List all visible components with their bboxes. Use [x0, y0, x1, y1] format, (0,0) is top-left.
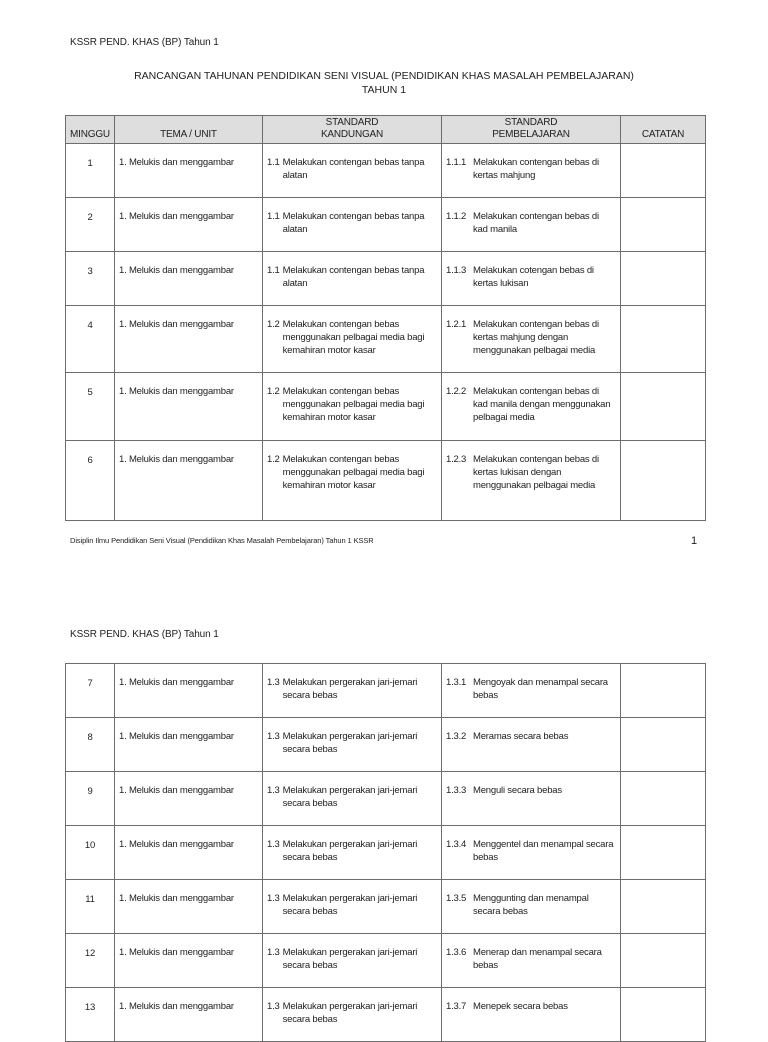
table-row [66, 664, 706, 718]
standard-pembelajaran-cell: 1.3.6 Menerap dan menampal secara bebas [442, 934, 621, 988]
standard-pembelajaran-cell: 1.3.3 Menguli secara bebas [442, 772, 621, 826]
tema-cell: 1. Melukis dan menggambar [115, 664, 263, 718]
week-cell: 6 [66, 441, 115, 521]
week-cell: 3 [66, 252, 115, 306]
week-cell: 11 [66, 880, 115, 934]
table-row [66, 252, 706, 306]
table-row [66, 718, 706, 772]
standard-kandungan-cell: 1.3 Melakukan pergerakan jari-jemari secara bebas [263, 826, 442, 880]
page-header: KSSR PEND. KHAS (BP) Tahun 1 [70, 37, 219, 48]
standard-kandungan-cell: 1.3 Melakukan pergerakan jari-jemari secara bebas [263, 988, 442, 1042]
table-row [66, 826, 706, 880]
tema-cell: 1. Melukis dan menggambar [115, 934, 263, 988]
week-cell: 12 [66, 934, 115, 988]
table-row [66, 441, 706, 521]
table-row [66, 988, 706, 1042]
tema-cell: 1. Melukis dan menggambar [115, 718, 263, 772]
tema-cell: 1. Melukis dan menggambar [115, 441, 263, 521]
col-header-standard-pembelajaran: STANDARD PEMBELAJARAN [442, 116, 621, 144]
tema-cell: 1. Melukis dan menggambar [115, 772, 263, 826]
catatan-cell [621, 373, 706, 441]
standard-kandungan-cell: 1.2 Melakukan contengan bebas menggunakan pelbagai media bagi kemahiran motor kasar [263, 373, 442, 441]
week-cell: 2 [66, 198, 115, 252]
tema-cell: 1. Melukis dan menggambar [115, 306, 263, 373]
catatan-cell [621, 988, 706, 1042]
week-cell: 1 [66, 144, 115, 198]
standard-pembelajaran-cell: 1.2.1 Melakukan contengan bebas di kertas mahjung dengan menggunakan pelbagai media [442, 306, 621, 373]
catatan-cell [621, 772, 706, 826]
catatan-cell [621, 880, 706, 934]
standard-pembelajaran-cell: 1.3.5 Menggunting dan menampal secara bebas [442, 880, 621, 934]
week-cell: 4 [66, 306, 115, 373]
page-gap [0, 570, 768, 600]
standard-kandungan-cell: 1.3 Melakukan pergerakan jari-jemari secara bebas [263, 880, 442, 934]
col-header-catatan: CATATAN [621, 116, 706, 144]
catatan-cell [621, 441, 706, 521]
page-header: KSSR PEND. KHAS (BP) Tahun 1 [70, 629, 219, 640]
standard-kandungan-cell: 1.1 Melakukan contengan bebas tanpa alatan [263, 252, 442, 306]
catatan-cell [621, 144, 706, 198]
catatan-cell [621, 718, 706, 772]
table-row [66, 306, 706, 373]
title-line-2: TAHUN 1 [361, 84, 407, 96]
standard-kandungan-cell: 1.2 Melakukan contengan bebas menggunakan pelbagai media bagi kemahiran motor kasar [263, 306, 442, 373]
catatan-cell [621, 826, 706, 880]
week-cell: 10 [66, 826, 115, 880]
table-row [66, 772, 706, 826]
week-cell: 5 [66, 373, 115, 441]
standard-pembelajaran-cell: 1.1.1 Melakukan contengan bebas di kertas mahjung [442, 144, 621, 198]
col-header-minggu: MINGGU [66, 116, 115, 144]
catatan-cell [621, 664, 706, 718]
document-title [0, 69, 768, 97]
standard-pembelajaran-cell: 1.1.3 Melakukan cotengan bebas di kertas lukisan [442, 252, 621, 306]
catatan-cell [621, 306, 706, 373]
standard-kandungan-cell: 1.3 Melakukan pergerakan jari-jemari secara bebas [263, 934, 442, 988]
standard-pembelajaran-cell: 1.3.2 Meramas secara bebas [442, 718, 621, 772]
standard-pembelajaran-cell: 1.2.3 Melakukan contengan bebas di kertas lukisan dengan menggunakan pelbagai media [442, 441, 621, 521]
tema-cell: 1. Melukis dan menggambar [115, 988, 263, 1042]
tema-cell: 1. Melukis dan menggambar [115, 252, 263, 306]
tema-cell: 1. Melukis dan menggambar [115, 373, 263, 441]
col-header-standard-kandungan: STANDARD KANDUNGAN [263, 116, 442, 144]
yearly-plan-table [65, 663, 706, 1042]
standard-pembelajaran-cell: 1.3.1 Mengoyak dan menampal secara bebas [442, 664, 621, 718]
col-header-tema: TEMA / UNIT [115, 116, 263, 144]
yearly-plan-table [65, 115, 706, 521]
standard-pembelajaran-cell: 1.3.7 Menepek secara bebas [442, 988, 621, 1042]
standard-kandungan-cell: 1.3 Melakukan pergerakan jari-jemari secara bebas [263, 718, 442, 772]
standard-kandungan-cell: 1.3 Melakukan pergerakan jari-jemari secara bebas [263, 772, 442, 826]
week-cell: 7 [66, 664, 115, 718]
page-footer: Disiplin Ilmu Pendidikan Seni Visual (Pendidikan Khas Masalah Pembelajaran) Tahun 1 KSSR [70, 536, 374, 545]
document-page-2 [0, 600, 768, 1024]
standard-kandungan-cell: 1.3 Melakukan pergerakan jari-jemari secara bebas [263, 664, 442, 718]
table-row [66, 373, 706, 441]
catatan-cell [621, 934, 706, 988]
week-cell: 9 [66, 772, 115, 826]
standard-pembelajaran-cell: 1.3.4 Menggentel dan menampal secara bebas [442, 826, 621, 880]
standard-kandungan-cell: 1.2 Melakukan contengan bebas menggunakan pelbagai media bagi kemahiran motor kasar [263, 441, 442, 521]
table-row [66, 144, 706, 198]
table-header-row [66, 116, 706, 144]
standard-pembelajaran-cell: 1.1.2 Melakukan contengan bebas di kad manila [442, 198, 621, 252]
table-row [66, 198, 706, 252]
table-row [66, 934, 706, 988]
tema-cell: 1. Melukis dan menggambar [115, 880, 263, 934]
standard-kandungan-cell: 1.1 Melakukan contengan bebas tanpa alatan [263, 198, 442, 252]
tema-cell: 1. Melukis dan menggambar [115, 198, 263, 252]
standard-kandungan-cell: 1.1 Melakukan contengan bebas tanpa alatan [263, 144, 442, 198]
page-number: 1 [691, 535, 698, 547]
standard-pembelajaran-cell: 1.2.2 Melakukan contengan bebas di kad manila dengan menggunakan pelbagai media [442, 373, 621, 441]
catatan-cell [621, 252, 706, 306]
tema-cell: 1. Melukis dan menggambar [115, 826, 263, 880]
title-line-1: RANCANGAN TAHUNAN PENDIDIKAN SENI VISUAL (PENDIDIKAN KHAS MASALAH PEMBELAJARAN) [134, 70, 634, 82]
catatan-cell [621, 198, 706, 252]
table-row [66, 880, 706, 934]
week-cell: 13 [66, 988, 115, 1042]
week-cell: 8 [66, 718, 115, 772]
tema-cell: 1. Melukis dan menggambar [115, 144, 263, 198]
